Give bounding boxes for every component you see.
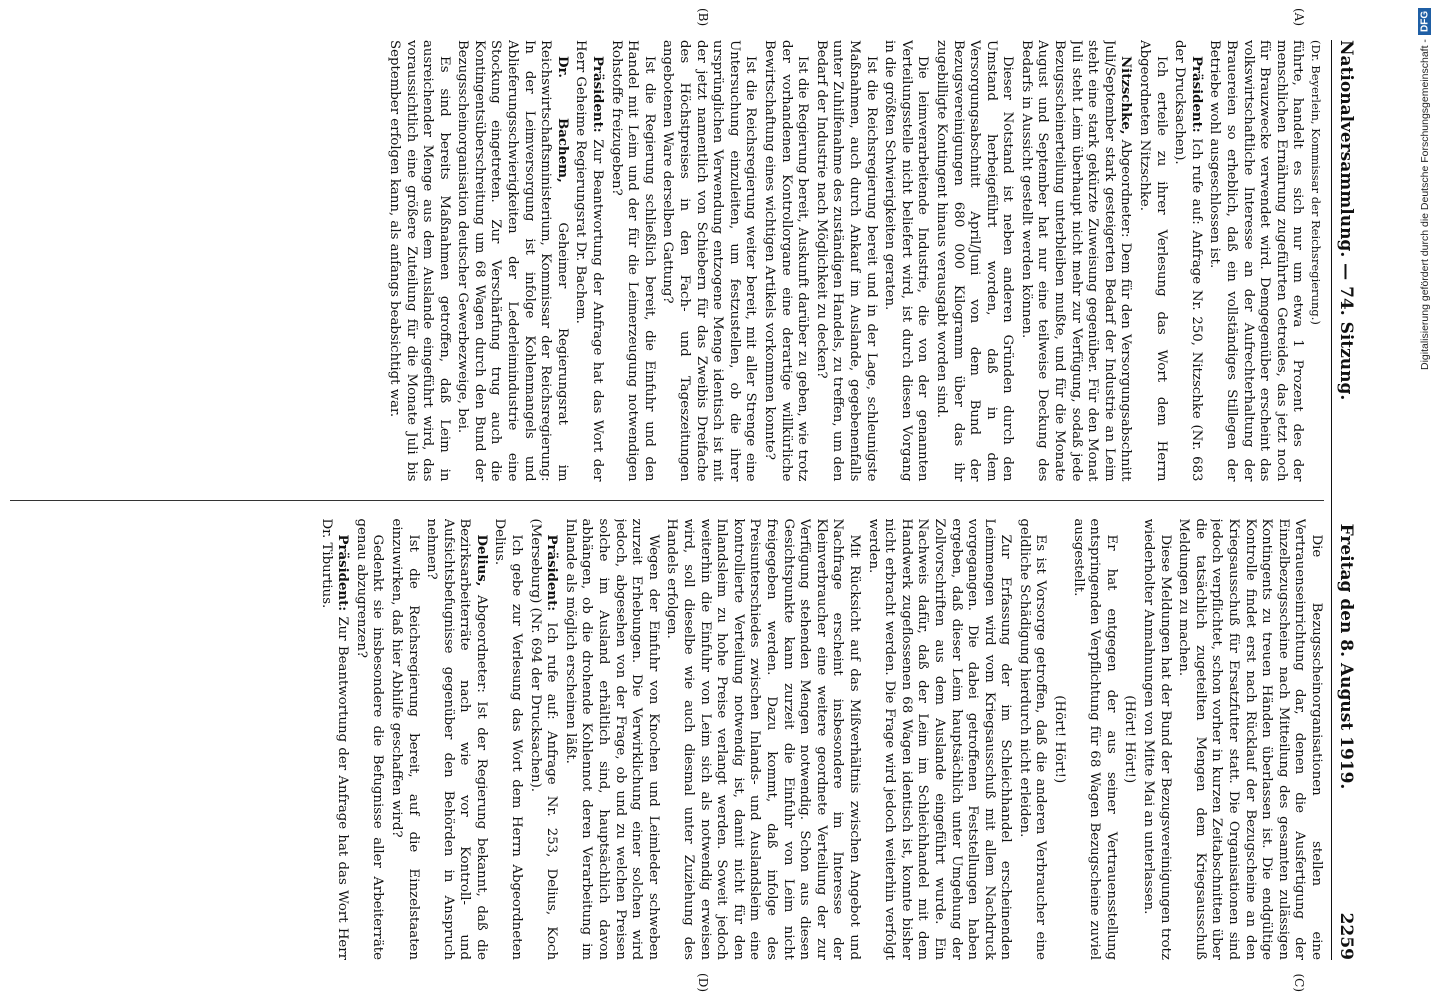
paragraph: Wegen der Einfuhr von Knochen und Leimleder schweben zurzeit Erhebungen. Die Verwirklichung einer solchen wird jedoch, abgesehen von der Frage, ob und zu welchen Preisen solche im Ausland erhältlich sind, hauptsächlich davon abhängen, ob die drohende Kohlennot deren Verarbeitung im Inlande als möglich erscheinen läßt. bbox=[562, 518, 661, 960]
margin-mark-d: (D) bbox=[696, 973, 710, 992]
paragraph: Delius, Abgeordneter: Ist der Regierung bekannt, daß die Bezirksarbeiterräte nach wie vor Kontroll- und Aufsichtsbefugnisse gegenüber den Behörden in Anspruch nehmen? bbox=[424, 518, 489, 960]
paragraph: Ich gebe zur Verlesung das Wort dem Herrn Abgeordneten Delius. bbox=[492, 518, 525, 960]
paragraph: Nitzschke, Abgeordneter: Dem für den Versorgungsabschnitt Juli/September stark gesteigerten Bedarf der Industrie an Leim steht eine stark gekürzte Zuweisung gegenüber. Für den Monat Juli steht Leim überhaupt nicht mehr zur Verfügung, sodaß jede Bezugsscheinerteilung unterbleiben mußte, und für die Monate August und September hat nur eine teilweise Deckung des Bedarfs in Aussicht gestellt werden können. bbox=[1018, 40, 1134, 482]
paragraph: Mit Rücksicht auf das Mißverhältnis zwischen Angebot und Nachfrage erscheint insbesondere im Interesse der Kleinverbraucher eine weitere geordnete Verteilung der zur Verfügung stehenden Mengen notwendig. Schon aus diesen Gesichtspunkte kann zurzeit die Einfuhr von Leim nicht freigegeben werden. Dazu kommt, daß infolge des Preisunterschiedes zwischen Inlands- und Auslandsleim eine kontrollierte Verteilung notwendig ist, damit nicht für den Inlandsleim zu hohe Preise verlangt werden. Soweit jedoch weiterhin die Einfuhr von Leim sich als notwendig erweisen wird, soll dieselbe wie auch diesmal unter Zuziehung des Handels erfolgen. bbox=[664, 518, 862, 960]
paragraph: Gedenkt sie insbesondere die Befugnisse aller Arbeiterräte genau abzugrenzen? bbox=[353, 518, 386, 960]
paragraph: Ist die Reichsregierung weiter bereit, mit aller Strenge eine Untersuchung einzuleiten, um festzustellen, ob die ihrer ursprünglichen Verwendung entzogene Menge identisch ist mit der jetzt namentlich von Schiebern für das Zweibis Dreifache des Höchstpreises in den Fach- und Tageszeitungen angebotenen Ware derselben Gattung? bbox=[660, 40, 759, 482]
header-date: Freitag den 8. August 1919. bbox=[1336, 523, 1356, 790]
speaker-note: (Dr. Beyerlein, Kommissar der Reichsregierung.) bbox=[1309, 40, 1323, 325]
paragraph: Dieser Notstand ist neben anderen Gründen durch den Umstand herbeigeführt worden, daß in dem Versorgungsabschnitt April/Juni von dem Bund der Bezugsvereinigungen 680 000 Kilogramm über das ihr zugebilligte Kontingent hinaus verausgabt worden sind. bbox=[933, 40, 1016, 482]
column-divider bbox=[10, 500, 1324, 501]
paragraph: Dr. Bachem, Geheimer Regierungsrat im Reichswirtschaftsministerium, Kommissar der Reichsregierung: In der Leimversorgung ist infolge Kohlenmangels und Ablieferungsschwierigkeiten der Lederleimindustrie eine Stockung eingetreten. Zur Verschärfung trug auch die Kontingentsüberschreitung um 68 Wagen durch den Bund der Bezugsscheinorganisation deutscher Gewerbezweige, bei. bbox=[455, 40, 570, 482]
paragraph: Die Bezugsscheinorganisationen stellen eine Vertrauenseinrichtung dar, denen die Ausfertigung der Einzelbezugsscheine nach Mitteilung des gesamten zulässigen Kontingents zu treuen Händen überlassen ist. Die endgültige Kontrolle findet erst nach Rücklauf der Bezugscheine an den Kriegsausschuß für Ersatzfutter statt. Die Organisationen sind jedoch verpflichtet, schon vorher in kurzen Zeitabschnitten über die tatsächlich zugeteilten Mengen dem Kriegsausschuß Meldungen zu machen. bbox=[1176, 518, 1324, 960]
paragraph: Ist die Regierung bereit, Auskunft darüber zu geben, wie trotz der vorhandenen Kontrollorgane eine derartige willkürliche Bewirtschaftung eines wichtigen Artikels vorkommen konnte? bbox=[762, 40, 811, 482]
paragraph: Präsident: Zur Beantwortung der Anfrage hat das Wort Herr Dr. Tiburtius. bbox=[318, 518, 351, 960]
margin-mark-b: (B) bbox=[696, 8, 710, 27]
dfg-logo: DFG bbox=[1419, 8, 1432, 35]
page-number: 2259 bbox=[1336, 912, 1356, 960]
speaker-label: Präsident: bbox=[544, 534, 560, 612]
speaker-label: Delius, bbox=[473, 534, 489, 587]
speaker-label: Nitzschke, bbox=[1118, 56, 1134, 135]
page-header bbox=[1331, 40, 1370, 960]
paragraph: Es sind bereits Maßnahmen getroffen, daß Leim in ausreichender Menge aus dem Auslande eingeführt wird, das voraussichtlich eine größere Zuteilung für die Monate Juli bis September erfolgen kann, als anfangs beabsichtigt war. bbox=[386, 40, 452, 482]
interjection: (Hört! Hört!) bbox=[1052, 695, 1068, 784]
paragraph: Präsident: Ich rufe auf: Anfrage Nr. 253, Delius, Koch (Merseburg) (Nr. 694 der Drucksachen). bbox=[527, 518, 560, 960]
margin-mark-a: (A) bbox=[1292, 8, 1306, 27]
side-note-text: Digitalisierung gefördert durch die Deutsche Forschungsgemeinschaft - bbox=[1419, 39, 1431, 371]
paragraph: Es ist Vorsorge getroffen, daß die anderen Verbraucher eine geldliche Schädigung hierdurch nicht erleiden. bbox=[1016, 518, 1049, 960]
paragraph: führte, handelt es sich nur um etwa 1 Prozent des der menschlichen Ernährung zugeführten Getreides, das jetzt noch für Brauzwecke verwendet wird. Demgegenüber erscheint das volkswirtschaftliche Interesse an der Aufrechterhaltung der Brauereien so erheblich, daß ein vollständiges Stillegen der Betriebe wohl ausgeschlossen ist. bbox=[1207, 40, 1306, 482]
right-column bbox=[10, 519, 1324, 961]
speaker-label: Präsident: bbox=[590, 56, 606, 133]
paragraph: Präsident: Zur Beantwortung der Anfrage hat das Wort der Herr Geheime Regierungsrat Dr. Bachem. bbox=[573, 40, 606, 482]
paragraph: Diese Meldungen hat der Bund der Bezugsvereinigungen trotz wiederholter Anmahnungen von Mitte Mai an unterlassen. bbox=[1141, 518, 1173, 960]
digitization-note bbox=[1418, 8, 1432, 988]
margin-mark-c: (C) bbox=[1292, 973, 1306, 992]
paragraph: Präsident: Ich rufe auf: Anfrage Nr. 250, Nitzschke (Nr. 683 der Drucksachen). bbox=[1172, 40, 1204, 482]
paragraph: Er hat entgegen der aus seiner Vertrauensstellung entspringenden Verpflichtung für 68 Wagen Bezugscheine zuviel ausgestellt. bbox=[1070, 518, 1119, 960]
paragraph: Zur Erfassung der im Schleichhandel erscheinenden Leimmengen wird vom Kriegsausschuß mit allem Nachdruck vorgegangen. Die dabei getroffenen Feststellungen haben ergeben, daß dieser Leim hauptsächlich unter Umgehung der Zollvorschriften aus dem Auslande eingeführt wurde. Ein Nachweis dafür, daß der Leim im Schleichhandel mit dem Handwerk zugeflossenen 68 Wagen identisch ist, konnte bisher nicht erbracht werden. Die Frage wird jedoch weiterhin verfolgt werden. bbox=[865, 518, 1014, 960]
speaker-label: Präsident: bbox=[335, 534, 351, 612]
paragraph: Ist die Reichsregierung bereit, auf die Einzelstaaten einzuwirken, daß hier Abhilfe geschaffen wird? bbox=[388, 518, 421, 960]
interjection: (Hört! Hört!) bbox=[1122, 695, 1138, 784]
left-column bbox=[10, 40, 1324, 482]
header-left: Nationalversammlung. — 74. Sitzung. bbox=[1336, 40, 1356, 401]
speaker-label: Präsident: bbox=[1188, 56, 1204, 133]
paragraph: Ist die Regierung schließlich bereit, die Einfuhr und den Handel mit Leim und der für die Leimerzeugung notwendigen Rohstoffe freizugeben? bbox=[608, 40, 657, 482]
paragraph: Die leimverarbeitende Industrie, die von der genannten Verteilungsstelle nicht beliefert wird, ist durch diesen Vorgang in die größten Schwierigkeiten geraten. bbox=[882, 40, 931, 482]
paragraph: Ist die Reichsregierung bereit und in der Lage, schleunigste Maßnahmen, auch durch Ankauf im Auslande, gegebenenfalls unter Zuhilfenahme des zuständigen Handels, zu treffen, um den Bedarf der Industrie nach Möglichkeit zu decken? bbox=[813, 40, 879, 482]
speaker-label: Dr. Bachem, bbox=[554, 56, 570, 183]
paragraph: Ich erteile zu ihrer Verlesung das Wort dem Herrn Abgeordneten Nitzschke. bbox=[1137, 40, 1169, 482]
